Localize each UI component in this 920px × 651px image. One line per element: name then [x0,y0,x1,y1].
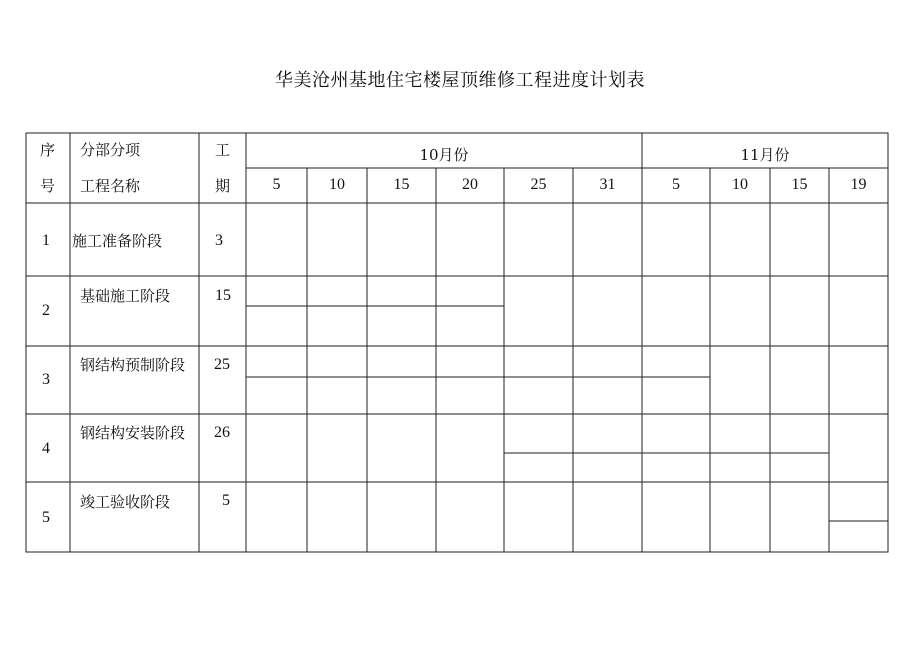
row-3-name: 钢结构预制阶段 [80,356,186,374]
row-5-name: 竣工验收阶段 [80,493,171,511]
row-5-days: 5 [222,492,230,509]
header-month-nov: 11月份 [740,146,790,164]
nov-day-15: 15 [791,176,808,193]
row-1-seq: 1 [42,232,50,249]
header-name-top: 分部分项 [80,141,141,159]
table-border [26,133,888,552]
nov-day-5: 5 [672,176,680,193]
nov-day-10: 10 [732,176,748,193]
oct-day-5: 5 [272,176,281,193]
row-1-name: 施工准备阶段 [72,232,163,250]
oct-day-20: 20 [462,176,478,193]
row-3-seq: 3 [42,371,50,388]
oct-day-10: 10 [329,176,345,193]
oct-day-25: 25 [530,176,547,193]
row-3-days: 25 [214,356,230,373]
header-month-oct: 10月份 [419,146,469,164]
row-2-days: 15 [215,287,231,304]
page-title: 华美沧州基地住宅楼屋顶维修工程进度计划表 [275,70,645,91]
header-seq-top: 序 [40,141,56,159]
header-days-bottom: 期 [215,177,231,195]
header-name-bottom: 工程名称 [80,177,141,195]
row-4-seq: 4 [42,440,50,457]
row-4-name: 钢结构安装阶段 [80,424,186,442]
header-days-top: 工 [215,141,231,159]
nov-day-19: 19 [850,176,867,193]
header-seq-bottom: 号 [40,177,56,195]
row-5-seq: 5 [42,509,50,526]
oct-day-31: 31 [599,176,616,193]
row-2-seq: 2 [42,302,50,319]
row-2-name: 基础施工阶段 [80,287,171,305]
row-4-days: 26 [214,424,230,441]
oct-day-15: 15 [393,176,410,193]
row-1-days: 3 [215,232,223,249]
